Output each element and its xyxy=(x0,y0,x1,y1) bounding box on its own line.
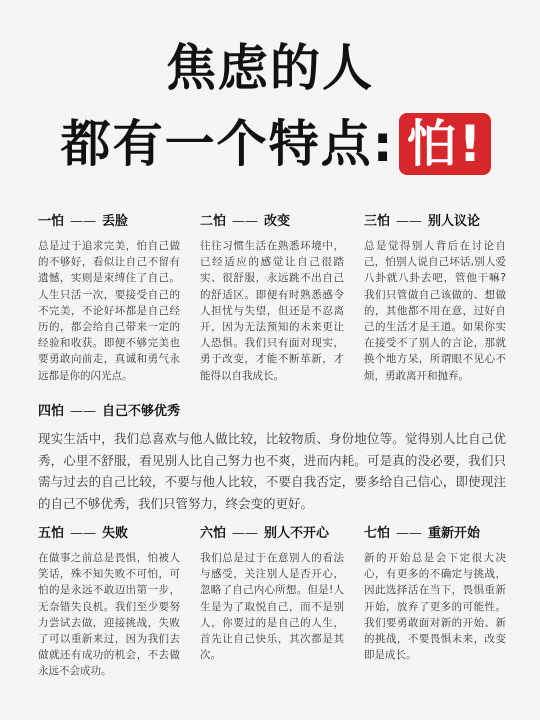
section-heading xyxy=(38,524,180,544)
section-heading xyxy=(38,212,180,232)
section-fear-6 xyxy=(200,524,344,663)
section-name: 别人不开心 xyxy=(264,526,330,541)
section-heading xyxy=(364,212,506,232)
section-dash: —— xyxy=(70,404,97,419)
section-heading xyxy=(200,524,344,544)
section-body: 总是觉得别人背后在讨论自己，怕别人说自己坏话,别人爱八卦就八卦去吧，管他干嘛?我们只管做自己该做的、想做的，其他都不用在意，过好自己的生活才是王道。如果你实在接受不了别人的言论，那就换个地方呆，所谓眼不见心不烦，勇敢离开和抛弃。 xyxy=(364,240,506,382)
title-highlight-badge: 怕! xyxy=(399,113,492,175)
section-fear-1 xyxy=(38,212,180,384)
section-body: 总是过于追求完美，怕自己做的不够好，看似让自己不留有遗憾，实则是束缚住了自己。人生只活一次，要接受自己的不完美，不论好坏都是自己经历的，都会给自己带来一定的经验和收获。即便不够完美也要勇敢向前走，真诚和勇气永远都是你的闪光点。 xyxy=(38,240,180,382)
section-fear-4 xyxy=(38,402,506,514)
section-name: 改变 xyxy=(264,214,291,229)
section-fear-5 xyxy=(38,524,180,680)
section-dash: —— xyxy=(396,526,423,541)
section-dash: —— xyxy=(396,214,423,229)
section-number: 二怕 xyxy=(200,214,227,229)
section-dash: —— xyxy=(232,214,259,229)
section-body: 在做事之前总是畏惧，怕被人笑话，殊不知失败不可怕，可怕的是永远不敢迈出第一步，无奈错失良机。我们至少要努力尝试去做，迎接挑战，失败了可以重新来过，因为我们去做就还有成功的机会，不去做永远不会成功。 xyxy=(38,552,180,678)
section-dash: —— xyxy=(70,526,97,541)
section-fear-3 xyxy=(364,212,506,384)
section-body: 我们总是过于在意别人的看法与感受，关注别人是否开心，忽略了自己内心所想。但是!人生是为了取悦自己，而不是别人，你要过的是自己的人生，首先让自己快乐，其次都是其次。 xyxy=(200,552,344,662)
section-number: 一怕 xyxy=(38,214,65,229)
section-name: 丢脸 xyxy=(102,214,129,229)
section-heading xyxy=(364,524,506,544)
section-name: 自己不够优秀 xyxy=(102,404,181,419)
section-number: 六怕 xyxy=(200,526,227,541)
section-heading xyxy=(200,212,344,232)
title-line-2-text: 都有一个特点: xyxy=(60,115,395,173)
section-dash: —— xyxy=(70,214,97,229)
section-number: 四怕 xyxy=(38,404,65,419)
section-number: 五怕 xyxy=(38,526,65,541)
section-heading xyxy=(38,402,506,422)
title-line-1: 焦虑的人 xyxy=(166,39,374,97)
section-body: 新的开始总是会下定很大决心，有更多的不确定与挑战，因此选择活在当下，畏惧重新开始，放弃了更多的可能性。我们要勇敢面对新的开始、新的挑战，不要畏惧未来，改变即是成长。 xyxy=(364,552,506,662)
section-body: 现实生活中，我们总喜欢与他人做比较，比较物质、身份地位等。觉得别人比自己优秀，心里不舒服，看见别人比自己努力也不爽，进而内耗。可是真的没必要，我们只需与过去的自己比较，不要与他人比较，不要自我否定，要多给自己信心，即使现注的自己不够优秀，我们只管努力，终会变的更好。 xyxy=(38,431,506,511)
section-name: 失败 xyxy=(102,526,129,541)
section-fear-7 xyxy=(364,524,506,663)
section-dash: —— xyxy=(232,526,259,541)
title-line-2 xyxy=(6,112,540,176)
section-number: 三怕 xyxy=(364,214,391,229)
section-fear-2 xyxy=(200,212,344,384)
section-body: 往往习惯生活在熟悉环境中，已经适应的感觉让自己很踏实、很舒服，永远跳不出自己的舒适区。即便有时熟悉感令人担忧与失望，但还是不忍离开，因为无法预知的未来更让人恐惧。我们只有面对现实，勇于改变，才能不断革新，才能得以自我成长。 xyxy=(200,240,344,382)
section-name: 重新开始 xyxy=(428,526,481,541)
section-number: 七怕 xyxy=(364,526,391,541)
section-name: 别人议论 xyxy=(428,214,481,229)
